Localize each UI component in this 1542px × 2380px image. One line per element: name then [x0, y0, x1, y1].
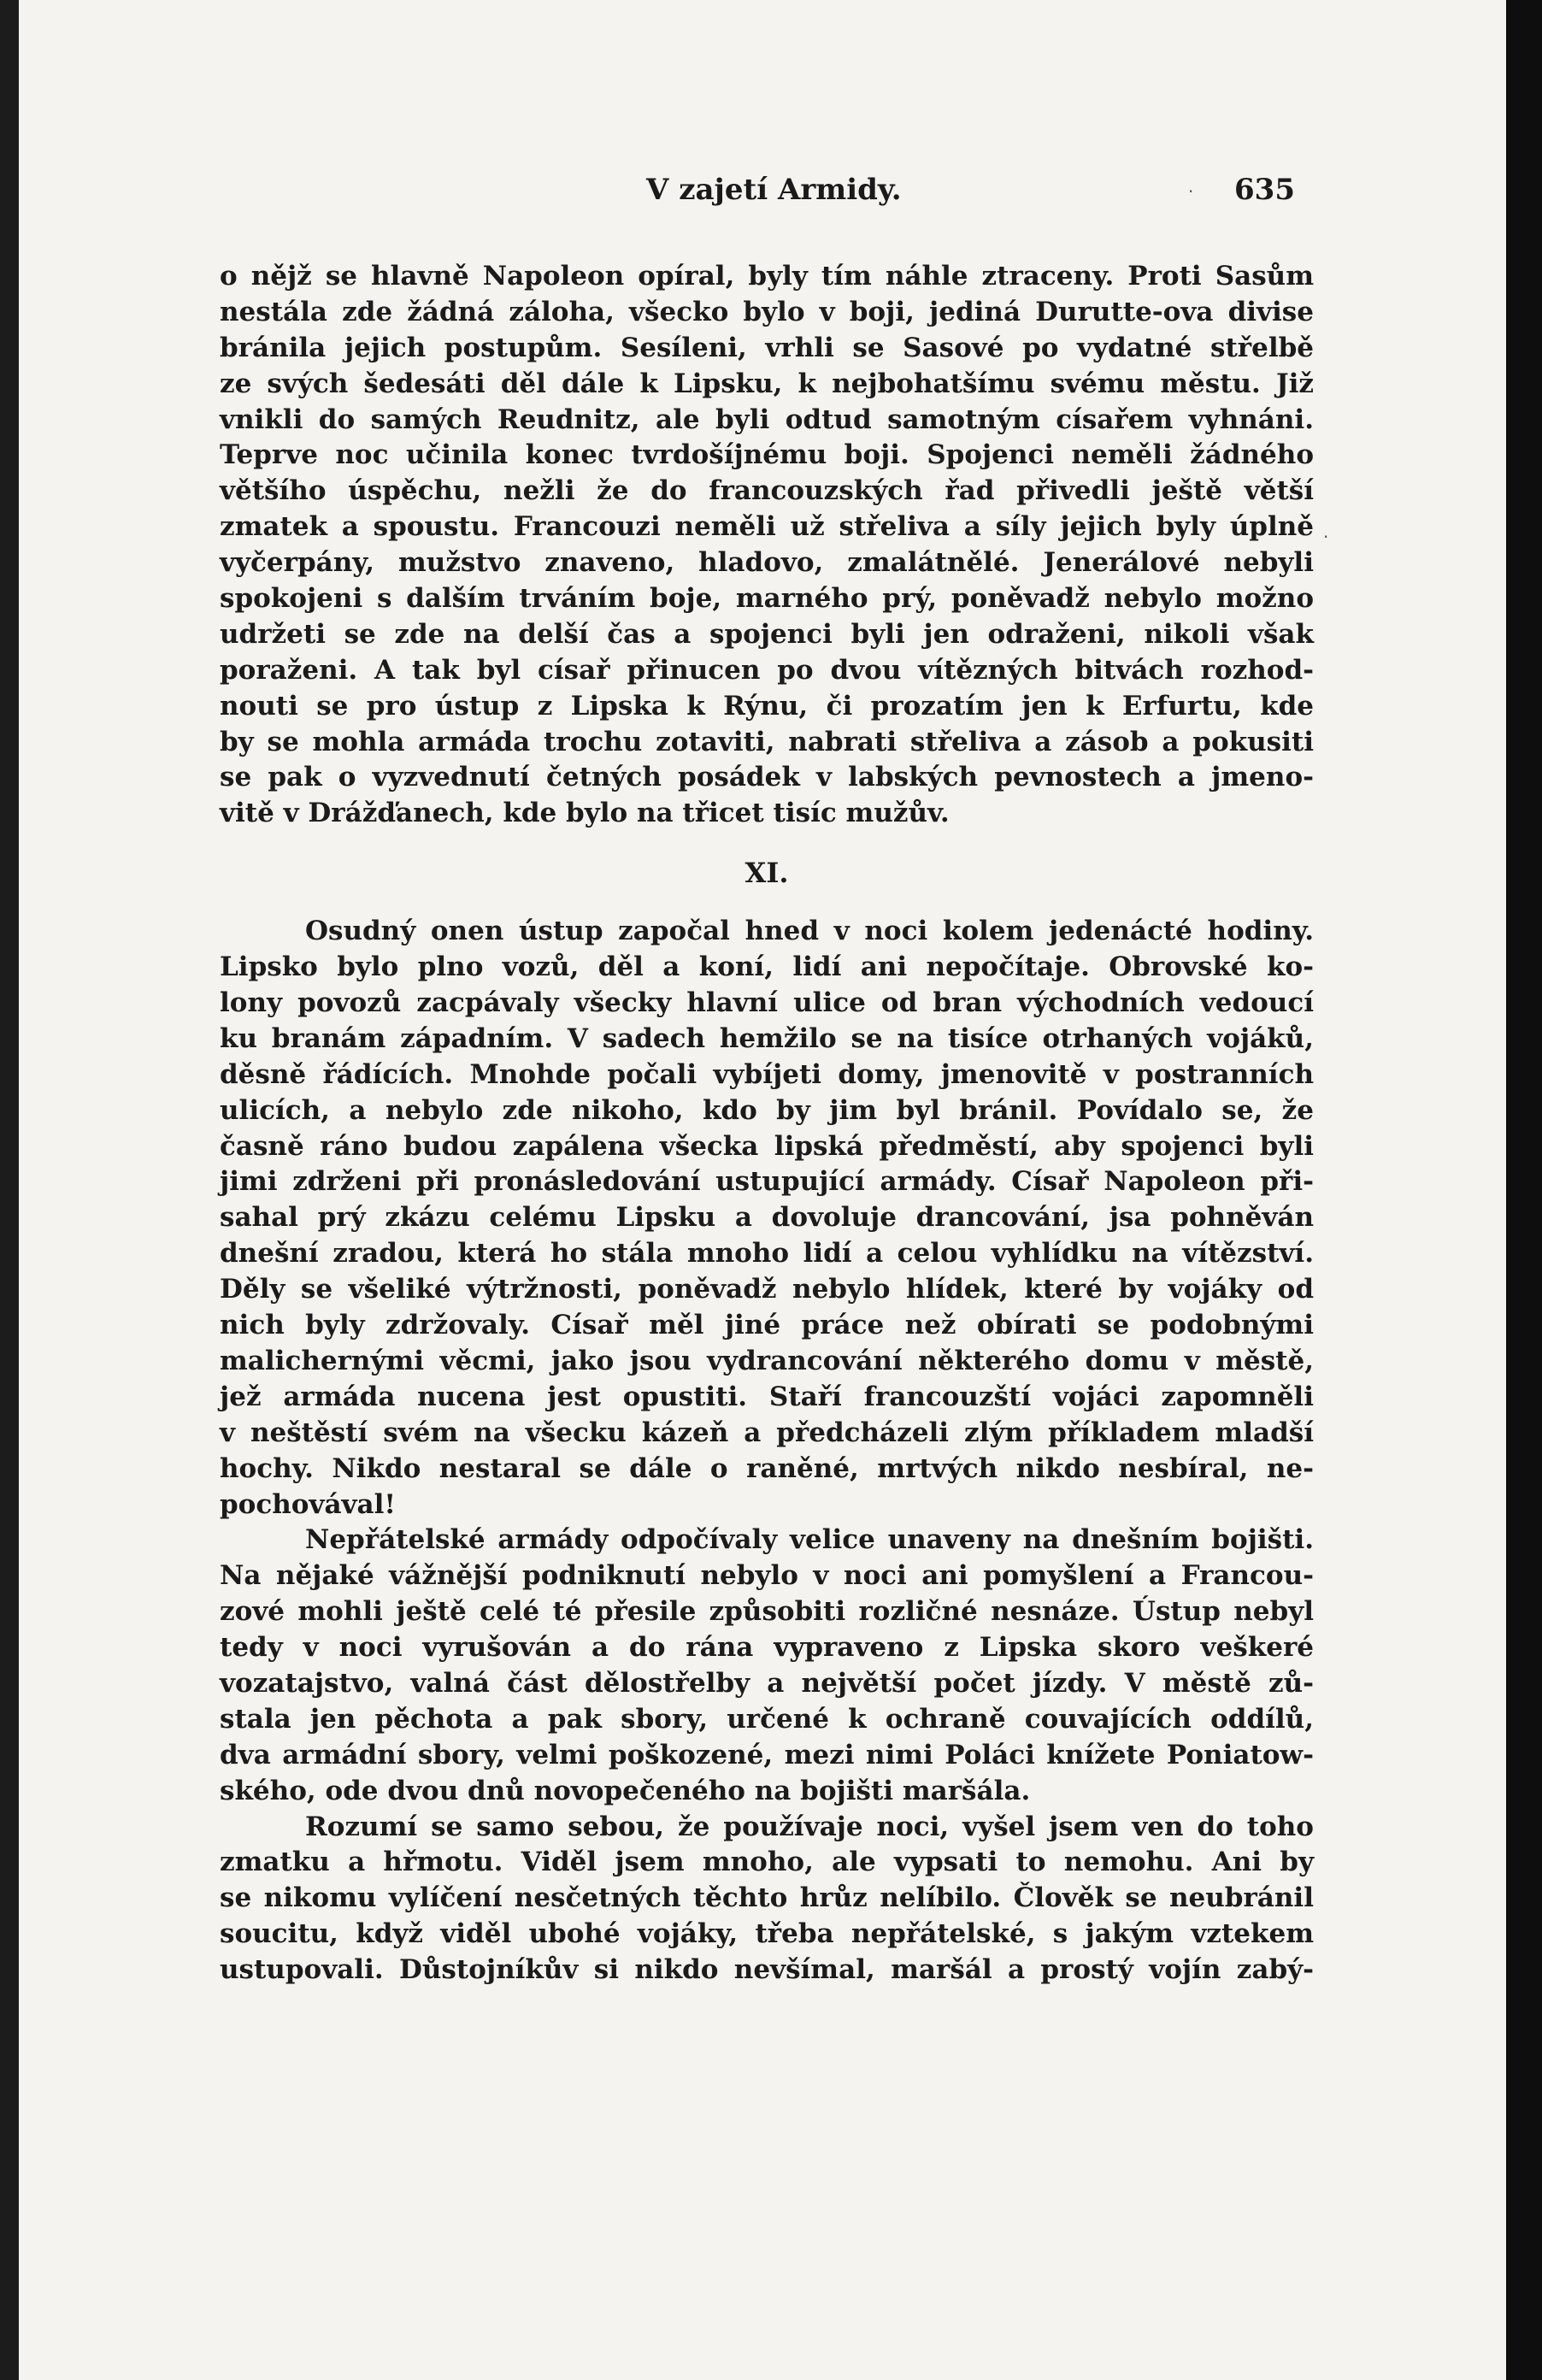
text-line: Osudný onen ústup započal hned v noci kolem jedenácté hodiny. [305, 916, 1314, 947]
text-line: nich byly zdržovaly. Císař měl jiné práce než obírati se podobnými [220, 1310, 1314, 1341]
text-line: tedy v noci vyrušován a do rána vypraveno z Lipska skoro veškeré [220, 1632, 1314, 1664]
text-line: o nějž se hlavně Napoleon opíral, byly tím náhle ztraceny. Proti Sasům [220, 261, 1314, 292]
paragraph-1 [220, 259, 1314, 832]
text-line: pochovával! [220, 1488, 397, 1520]
text-line: ského, ode dvou dnů novopečeného na bojišti maršála. [220, 1775, 1031, 1806]
text-line: udržeti se zde na delší čas a spojenci byli jen odraženi, nikoli však [220, 618, 1314, 650]
text-line: vozatajstvo, valná část dělostřelby a největší počet jízdy. V městě zů- [220, 1667, 1314, 1699]
chapter-heading: XI. [745, 857, 789, 890]
text-line: nestála zde žádná záloha, všecko bylo v boji, jediná Durutte-ova divise [220, 296, 1314, 327]
text-line: lony povozů zacpávaly všecky hlavní ulice od bran východních vedoucí [220, 987, 1314, 1019]
text-line: zmatku a hřmotu. Viděl jsem mnoho, ale vypsati to nemohu. Ani by [220, 1847, 1314, 1878]
text-line: ze svých šedesáti děl dále k Lipsku, k nejbohatšímu svému městu. Již [220, 368, 1314, 399]
text-line: děsně řádících. Mnohde počali vybíjeti domy, jmenovitě v postranních [220, 1058, 1314, 1090]
text-line: spokojeni s dalším trváním boje, marného prý, poněvadž nebylo možno [220, 583, 1314, 615]
text-line: nouti se pro ústup z Lipska k Rýnu, či prozatím jen k Erfurtu, kde [220, 690, 1314, 722]
text-line: stala jen pěchota a pak sbory, určené k ochraně couvajících oddílů, [220, 1703, 1314, 1735]
text-line: ustupovali. Důstojníkův si nikdo nevšímal, maršál a prostý vojín zabý- [220, 1954, 1314, 1986]
text-line: hochy. Nikdo nestaral se dále o raněné, mrtvých nikdo nesbíral, ne- [220, 1452, 1314, 1484]
book-spine-edge [1506, 0, 1542, 2380]
text-line: dnešní zradou, která ho stála mnoho lidí a celou vyhlídku na vítězství. [220, 1238, 1314, 1270]
paragraph-3 [220, 1523, 1314, 1809]
text-line: sahal prý zkázu celému Lipsku a dovoluje drancování, jsa pohněván [220, 1202, 1314, 1234]
paragraph-4 [220, 1810, 1314, 1988]
text-line: Rozumí se samo sebou, že používaje noci, vyšel jsem ven do toho [305, 1811, 1314, 1842]
text-line: zmatek a spoustu. Francouzi neměli už střeliva a síly jejich byly úplně [220, 511, 1314, 543]
text-line: vnikli do samých Reudnitz, ale byli odtud samotným císařem vyhnáni. [220, 404, 1314, 435]
text-line: se nikomu vylíčení nesčetných těchto hrůz nelíbilo. Člověk se neubránil [220, 1882, 1314, 1914]
text-line: by se mohla armáda trochu zotaviti, nabrati střeliva a zásob a pokusiti [220, 726, 1314, 757]
text-line: Děly se všeliké výtržnosti, poněvadž nebylo hlídek, které by vojáky od [220, 1274, 1314, 1305]
print-speck: · [1188, 181, 1194, 202]
text-line: bránila jejich postupům. Sesíleni, vrhli se Sasové po vydatné střelbě [220, 332, 1314, 363]
text-line: Nepřátelské armády odpočívaly velice unaveny na dnešním bojišti. [305, 1524, 1314, 1556]
text-line: Lipsko bylo plno vozů, děl a koní, lidí ani nepočítaje. Obrovské ko- [220, 951, 1314, 983]
text-line: Na nějaké vážnější podniknutí nebylo v noci ani pomyšlení a Francou- [220, 1560, 1314, 1592]
text-line: vitě v Drážďanech, kde bylo na třicet tisíc mužův. [220, 798, 950, 829]
text-line: dva armádní sbory, velmi poškozené, mezi nimi Poláci knížete Poniatow- [220, 1739, 1314, 1770]
running-title: V zajetí Armidy. [646, 173, 902, 207]
body-text [220, 259, 1314, 1988]
text-line: časně ráno budou zapálena všecka lipská předměstí, aby spojenci byli [220, 1130, 1314, 1162]
print-speck: · [1323, 527, 1329, 547]
text-line: většího úspěchu, nežli že do francouzských řad přivedli ještě větší [220, 475, 1314, 507]
text-line: jimi zdrženi při pronásledování ustupující armády. Císař Napoleon při- [220, 1166, 1314, 1198]
text-line: Teprve noc učinila konec tvrdošíjnému boji. Spojenci neměli žádného [220, 439, 1314, 471]
text-line: vyčerpány, mužstvo znaveno, hladovo, zmalátnělé. Jenerálové nebyli [220, 547, 1314, 579]
text-line: v neštěstí svém na všecku kázeň a předcházeli zlým příkladem mladší [220, 1417, 1314, 1448]
text-line: se pak o vyzvednutí četných posádek v labských pevnostech a jmeno- [220, 762, 1314, 793]
text-line: poraženi. A tak byl císař přinucen po dvou vítězných bitvách rozhod- [220, 654, 1314, 686]
text-line: soucitu, když viděl ubohé vojáky, třeba nepřátelské, s jakým vztekem [220, 1918, 1314, 1950]
text-line: ulicích, a nebylo zde nikoho, kdo by jim byl bránil. Povídalo se, že [220, 1094, 1314, 1126]
text-line: malichernými věcmi, jako jsou vydrancování některého domu v městě, [220, 1345, 1314, 1376]
text-line: zové mohli ještě celé té přesile způsobiti rozličné nesnáze. Ústup nebyl [220, 1596, 1314, 1628]
page-number: 635 [1234, 173, 1295, 207]
paragraph-2 [220, 914, 1314, 1523]
page-header [633, 173, 1316, 215]
text-line: ku branám západním. V sadech hemžilo se na tisíce otrhaných vojáků, [220, 1022, 1314, 1054]
text-line: jež armáda nucena jest opustiti. Staří francouzští vojáci zapomněli [220, 1381, 1314, 1412]
